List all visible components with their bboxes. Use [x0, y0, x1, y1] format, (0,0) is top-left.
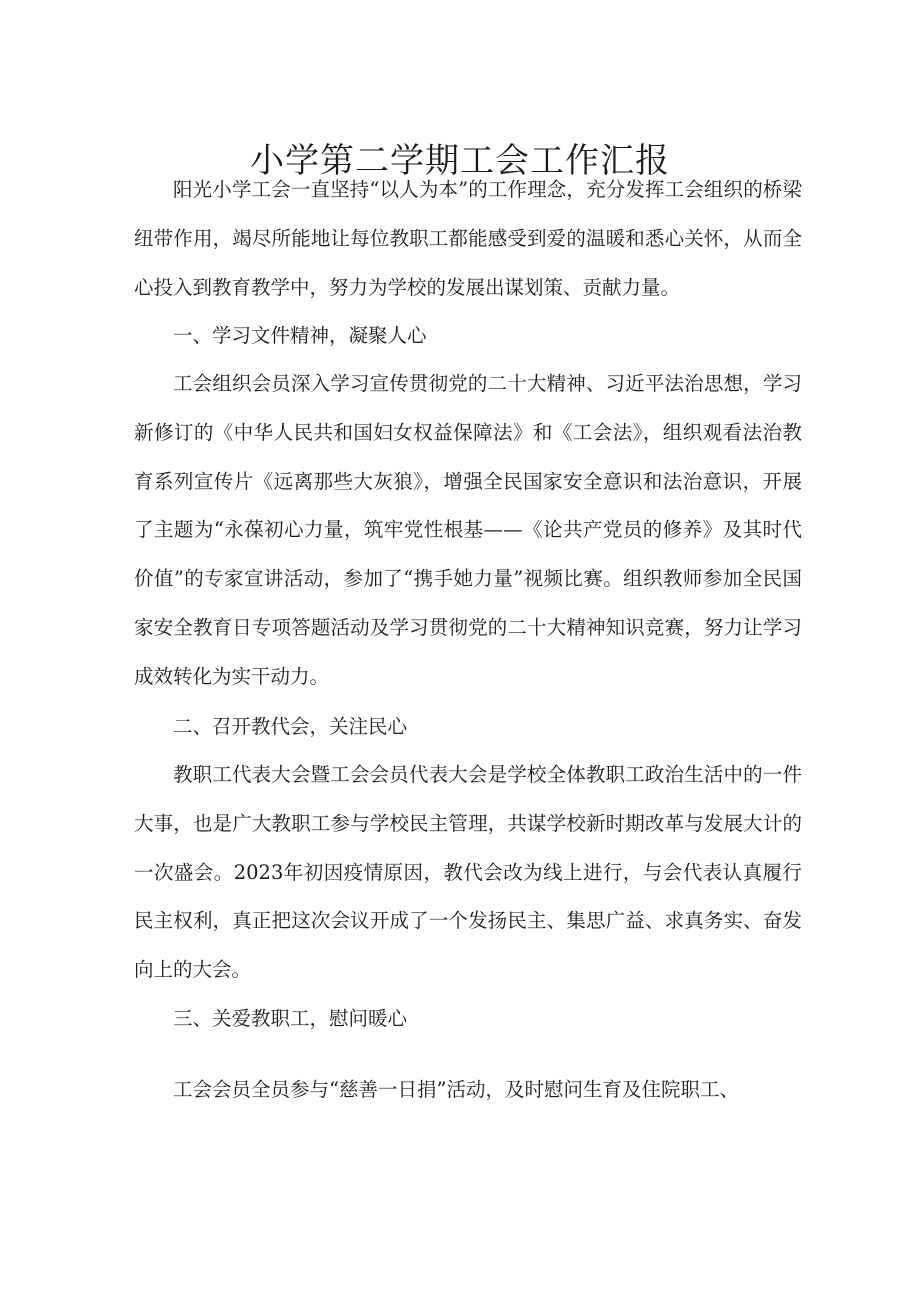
document-title: 小学第二学期工会工作汇报 [250, 140, 670, 181]
section-3-heading: 三、关爱教职工，慰问暖心 [173, 1007, 408, 1030]
section-1-body-block [134, 360, 802, 702]
section-1-heading: 一、学习文件精神，凝聚人心 [173, 324, 427, 347]
section-1-heading-block [134, 312, 802, 361]
intro-paragraph: 阳光小学工会一直坚持“以人为本”的工作理念，充分发挥工会组织的桥梁纽带作用，竭尽所能地让每位教职工都能感受到爱的温暖和悉心关怀，从而全心投入到教育教学中，努力为学校的发展出谋划策、贡献力量。 [134, 178, 802, 299]
section-2-body-block [134, 751, 802, 995]
section-2-paragraph: 教职工代表大会暨工会会员代表大会是学校全体教职工政治生活中的一件大事，也是广大教职工参与学校民主管理，共谋学校新时期改革与发展大计的一次盛会。2023年初因疫情原因，教代会改为线上进行，与会代表认真履行民主权利，真正把这次会议开成了一个发扬民主、集思广益、求真务实、奋发向上的大会。 [134, 763, 802, 982]
section-3-paragraph: 工会会员全员参与“慈善一日捐”活动，及时慰问生育及住院职工、 [173, 1078, 739, 1101]
section-3-heading-block [134, 995, 802, 1044]
section-3-body-block [134, 1066, 802, 1115]
section-2-heading-block [134, 703, 802, 752]
intro-paragraph-block [134, 166, 802, 312]
section-1-paragraph: 工会组织会员深入学习宣传贯彻党的二十大精神、习近平法治思想，学习新修订的《中华人民共和国妇女权益保障法》和《工会法》，组织观看法治教育系列宣传片《远离那些大灰狼》，增强全民国家安全意识和法治意识，开展了主题为“永葆初心力量，筑牢党性根基——《论共产党员的修养》及其时代价值”的专家宣讲活动，参加了“携手她力量”视频比赛。组织教师参加全民国家安全教育日专项答题活动及学习贯彻党的二十大精神知识竞赛，努力让学习成效转化为实干动力。 [134, 372, 802, 688]
section-2-heading: 二、召开教代会，关注民心 [173, 715, 408, 738]
